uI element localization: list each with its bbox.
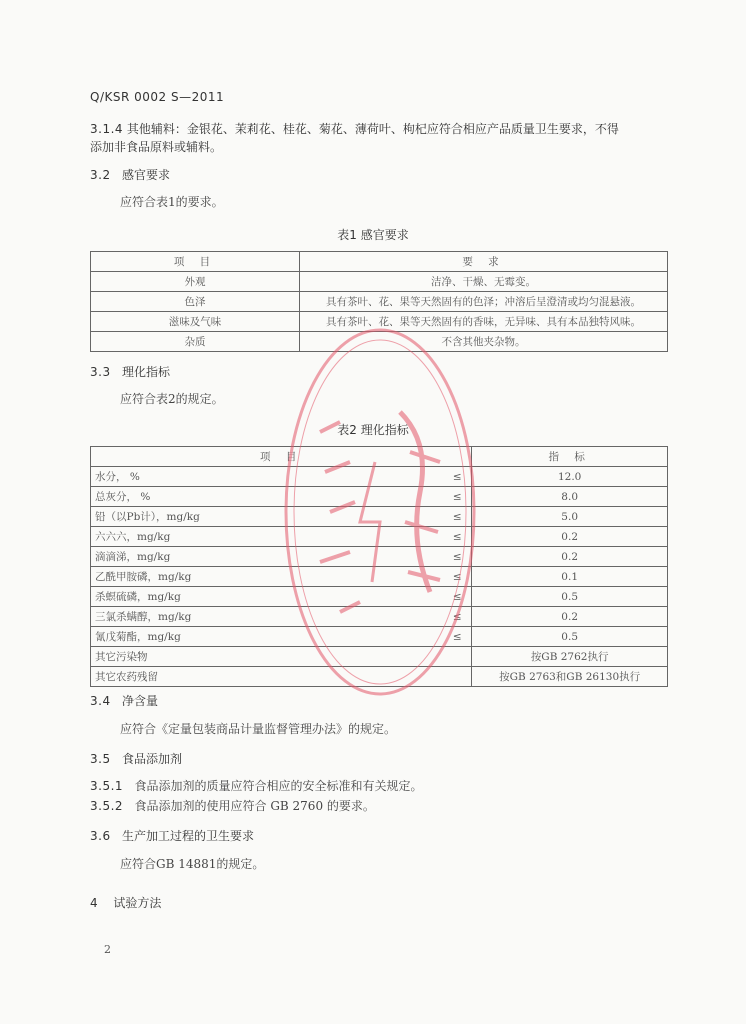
table-row [91, 487, 668, 507]
table-cell: 具有茶叶、花、果等天然固有的色泽；冲溶后呈澄清或均匀混悬液。 [300, 292, 668, 312]
column-header: 项 目 [91, 447, 472, 467]
table-cell: 按GB 2763和GB 26130执行 [472, 667, 668, 687]
table-cell: 杂质 [91, 332, 300, 352]
section-3-5-2: 3.5.2 食品添加剂的使用应符合 GB 2760 的要求。 [90, 799, 375, 813]
table-row [91, 587, 668, 607]
table-cell: 0.5 [472, 587, 668, 607]
table-cell: 乙酰甲胺磷，mg/kg [91, 567, 444, 587]
operator-cell: ≤ [443, 527, 472, 547]
table-cell: 其它农药残留 [91, 667, 444, 687]
section-text-line1: 其他辅料：金银花、茉莉花、桂花、菊花、薄荷叶、枸杞应符合相应产品质量卫生要求，不得 [126, 122, 619, 136]
table-cell: 其它污染物 [91, 647, 444, 667]
table-row [91, 647, 668, 667]
table-cell: 氰戊菊酯，mg/kg [91, 627, 444, 647]
table-row [91, 467, 668, 487]
table-cell: 总灰分， % [91, 487, 444, 507]
section-3-6-body: 应符合GB 14881的规定。 [120, 857, 265, 871]
section-3-3-body: 应符合表2的规定。 [120, 392, 224, 406]
table-cell: 滴滴涕，mg/kg [91, 547, 444, 567]
operator-cell: ≤ [443, 607, 472, 627]
table-cell: 铅（以Pb计），mg/kg [91, 507, 444, 527]
table-cell: 5.0 [472, 507, 668, 527]
sensory-table [90, 251, 668, 352]
table-cell: 0.2 [472, 527, 668, 547]
table-row [91, 292, 668, 312]
operator-cell: ≤ [443, 467, 472, 487]
operator-cell: ≤ [443, 547, 472, 567]
table-header-row [91, 447, 668, 467]
table-cell: 洁净、干燥、无霉变。 [300, 272, 668, 292]
table-cell: 8.0 [472, 487, 668, 507]
table-header-row [91, 252, 668, 272]
table-cell: 0.5 [472, 627, 668, 647]
table-cell: 12.0 [472, 467, 668, 487]
section-3-1-4 [90, 120, 670, 156]
table-row [91, 527, 668, 547]
operator-cell: ≤ [443, 567, 472, 587]
table-cell: 杀螟硫磷，mg/kg [91, 587, 444, 607]
table-row [91, 627, 668, 647]
operator-cell [443, 667, 472, 687]
table-row [91, 607, 668, 627]
operator-cell: ≤ [443, 587, 472, 607]
table-cell: 0.2 [472, 607, 668, 627]
page-number: 2 [104, 943, 111, 956]
section-text-line2: 添加非食品原料或辅料。 [90, 140, 223, 154]
table-cell: 按GB 2762执行 [472, 647, 668, 667]
table-cell: 三氯杀螨醇，mg/kg [91, 607, 444, 627]
column-header: 指 标 [472, 447, 668, 467]
operator-cell: ≤ [443, 627, 472, 647]
table-cell: 0.2 [472, 547, 668, 567]
section-3-5-heading: 3.5 食品添加剂 [90, 752, 183, 766]
operator-cell: ≤ [443, 507, 472, 527]
table-row [91, 547, 668, 567]
table-cell: 0.1 [472, 567, 668, 587]
section-number: 3.1.4 [90, 122, 124, 136]
table-row [91, 272, 668, 292]
section-3-6-heading: 3.6 生产加工过程的卫生要求 [90, 829, 255, 843]
table2-caption: 表2 理化指标 [337, 423, 409, 437]
operator-cell [443, 647, 472, 667]
table-cell: 六六六，mg/kg [91, 527, 444, 547]
column-header: 项 目 [91, 252, 300, 272]
section-3-4-heading: 3.4 净含量 [90, 694, 159, 708]
table-cell: 滋味及气味 [91, 312, 300, 332]
operator-cell: ≤ [443, 487, 472, 507]
table-cell: 具有茶叶、花、果等天然固有的香味，无异味、具有本品独特风味。 [300, 312, 668, 332]
section-3-5-1: 3.5.1 食品添加剂的质量应符合相应的安全标准和有关规定。 [90, 779, 423, 793]
column-header: 要 求 [300, 252, 668, 272]
table-cell: 色泽 [91, 292, 300, 312]
standard-code: Q/KSR 0002 S—2011 [90, 90, 225, 104]
section-3-2-body: 应符合表1的要求。 [120, 195, 224, 209]
section-3-2-heading: 3.2 感官要求 [90, 168, 171, 182]
table-row [91, 312, 668, 332]
table-cell: 水分， % [91, 467, 444, 487]
table-cell: 外观 [91, 272, 300, 292]
table-row [91, 667, 668, 687]
section-4-heading: 4 试验方法 [90, 896, 162, 910]
table-row [91, 332, 668, 352]
table1-caption: 表1 感官要求 [337, 228, 409, 242]
table-row [91, 507, 668, 527]
section-3-3-heading: 3.3 理化指标 [90, 365, 171, 379]
section-3-4-body: 应符合《定量包装商品计量监督管理办法》的规定。 [120, 722, 397, 736]
table-cell: 不含其他夹杂物。 [300, 332, 668, 352]
table-row [91, 567, 668, 587]
physicochemical-table [90, 446, 668, 687]
